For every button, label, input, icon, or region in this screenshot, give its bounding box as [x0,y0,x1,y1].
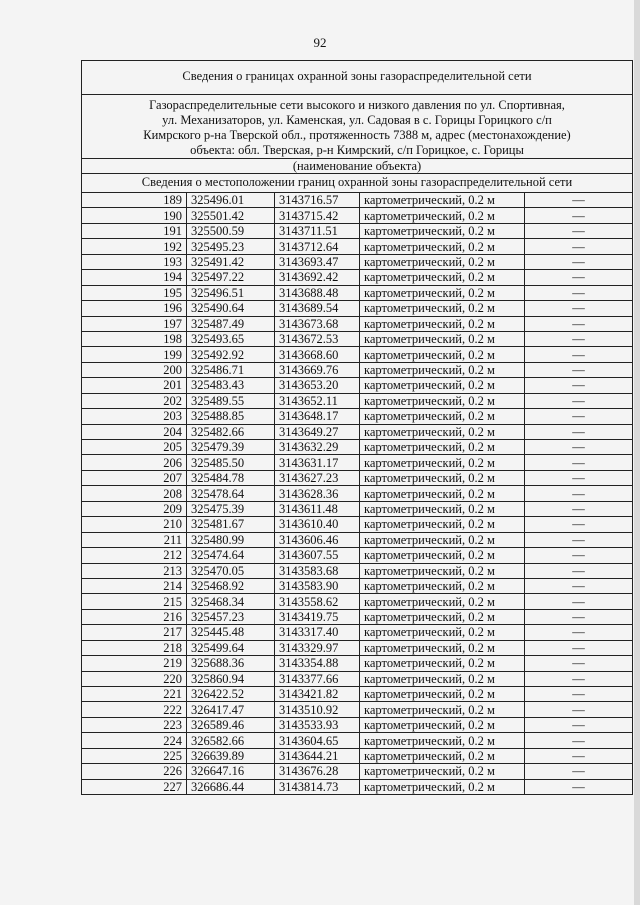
table-row [82,532,633,547]
method-cell: картометрический, 0.2 м [360,733,525,748]
note-cell: — [525,548,633,563]
point-number-cell: 214 [82,578,187,593]
table-row [82,578,633,593]
table-row [82,687,633,702]
method-cell: картометрический, 0.2 м [360,764,525,779]
y-coordinate-cell: 3143611.48 [275,501,360,516]
point-number-cell: 205 [82,440,187,455]
table-row [82,393,633,408]
y-coordinate-cell: 3143419.75 [275,609,360,624]
y-coordinate-cell: 3143628.36 [275,486,360,501]
point-number-cell: 209 [82,501,187,516]
method-cell: картометрический, 0.2 м [360,687,525,702]
note-cell: — [525,625,633,640]
note-cell: — [525,301,633,316]
table-row [82,239,633,254]
y-coordinate-cell: 3143377.66 [275,671,360,686]
table-row [82,733,633,748]
x-coordinate-cell: 325501.42 [187,208,275,223]
table-row [82,254,633,269]
point-number-cell: 212 [82,548,187,563]
point-number-cell: 199 [82,347,187,362]
note-cell: — [525,239,633,254]
point-number-cell: 223 [82,717,187,732]
method-cell: картометрический, 0.2 м [360,486,525,501]
x-coordinate-cell: 325485.50 [187,455,275,470]
x-coordinate-cell: 325495.23 [187,239,275,254]
x-coordinate-cell: 325475.39 [187,501,275,516]
y-coordinate-cell: 3143693.47 [275,254,360,269]
point-number-cell: 201 [82,378,187,393]
y-coordinate-cell: 3143715.42 [275,208,360,223]
point-number-cell: 197 [82,316,187,331]
y-coordinate-cell: 3143607.55 [275,548,360,563]
note-cell: — [525,223,633,238]
point-number-cell: 210 [82,517,187,532]
method-cell: картометрический, 0.2 м [360,779,525,794]
table-row [82,331,633,346]
x-coordinate-cell: 325479.39 [187,440,275,455]
x-coordinate-cell: 325468.92 [187,578,275,593]
y-coordinate-cell: 3143652.11 [275,393,360,408]
method-cell: картометрический, 0.2 м [360,671,525,686]
table-row [82,764,633,779]
y-coordinate-cell: 3143668.60 [275,347,360,362]
x-coordinate-cell: 325457.23 [187,609,275,624]
method-cell: картометрический, 0.2 м [360,301,525,316]
method-cell: картометрический, 0.2 м [360,254,525,269]
point-number-cell: 225 [82,748,187,763]
y-coordinate-cell: 3143604.65 [275,733,360,748]
header-box [81,60,633,195]
method-cell: картометрический, 0.2 м [360,378,525,393]
y-coordinate-cell: 3143673.68 [275,316,360,331]
point-number-cell: 222 [82,702,187,717]
method-cell: картометрический, 0.2 м [360,609,525,624]
point-number-cell: 207 [82,470,187,485]
table-row [82,486,633,501]
x-coordinate-cell: 325484.78 [187,470,275,485]
point-number-cell: 211 [82,532,187,547]
method-cell: картометрический, 0.2 м [360,594,525,609]
table-row [82,362,633,377]
x-coordinate-cell: 325488.85 [187,409,275,424]
x-coordinate-cell: 326417.47 [187,702,275,717]
method-cell: картометрический, 0.2 м [360,625,525,640]
x-coordinate-cell: 326589.46 [187,717,275,732]
y-coordinate-cell: 3143711.51 [275,223,360,238]
y-coordinate-cell: 3143329.97 [275,640,360,655]
table-row [82,748,633,763]
object-line: объекта: обл. Тверская, р-н Кимрский, с/п Горицкое, с. Горицы [190,143,524,157]
point-number-cell: 191 [82,223,187,238]
method-cell: картометрический, 0.2 м [360,270,525,285]
table-row [82,270,633,285]
point-number-cell: 194 [82,270,187,285]
x-coordinate-cell: 326582.66 [187,733,275,748]
y-coordinate-cell: 3143558.62 [275,594,360,609]
note-cell: — [525,378,633,393]
note-cell: — [525,501,633,516]
method-cell: картометрический, 0.2 м [360,193,525,208]
table-row [82,779,633,794]
point-number-cell: 217 [82,625,187,640]
y-coordinate-cell: 3143672.53 [275,331,360,346]
table-row [82,455,633,470]
y-coordinate-cell: 3143583.90 [275,578,360,593]
point-number-cell: 221 [82,687,187,702]
method-cell: картометрический, 0.2 м [360,362,525,377]
x-coordinate-cell: 326647.16 [187,764,275,779]
table-row [82,316,633,331]
x-coordinate-cell: 325478.64 [187,486,275,501]
method-cell: картометрический, 0.2 м [360,470,525,485]
method-cell: картометрический, 0.2 м [360,532,525,547]
point-number-cell: 224 [82,733,187,748]
y-coordinate-cell: 3143689.54 [275,301,360,316]
table-row [82,609,633,624]
note-cell: — [525,578,633,593]
table-row [82,625,633,640]
point-number-cell: 204 [82,424,187,439]
object-description [82,95,632,158]
object-line: Газораспределительные сети высокого и низкого давления по ул. Спортивная, [149,98,565,112]
note-cell: — [525,779,633,794]
y-coordinate-cell: 3143631.17 [275,455,360,470]
y-coordinate-cell: 3143814.73 [275,779,360,794]
point-number-cell: 198 [82,331,187,346]
point-number-cell: 202 [82,393,187,408]
note-cell: — [525,285,633,300]
x-coordinate-cell: 325482.66 [187,424,275,439]
table-row [82,563,633,578]
x-coordinate-cell: 326686.44 [187,779,275,794]
method-cell: картометрический, 0.2 м [360,208,525,223]
point-number-cell: 196 [82,301,187,316]
note-cell: — [525,702,633,717]
y-coordinate-cell: 3143317.40 [275,625,360,640]
y-coordinate-cell: 3143421.82 [275,687,360,702]
point-number-cell: 203 [82,409,187,424]
object-line: Кимрского р-на Тверской обл., протяженность 7388 м, адрес (местонахождение) [143,128,571,142]
y-coordinate-cell: 3143583.68 [275,563,360,578]
note-cell: — [525,393,633,408]
y-coordinate-cell: 3143676.28 [275,764,360,779]
note-cell: — [525,532,633,547]
x-coordinate-cell: 325490.64 [187,301,275,316]
x-coordinate-cell: 325497.22 [187,270,275,285]
method-cell: картометрический, 0.2 м [360,517,525,532]
method-cell: картометрический, 0.2 м [360,424,525,439]
object-line: ул. Механизаторов, ул. Каменская, ул. Садовая в с. Горицы Горицкого с/п [162,113,552,127]
method-cell: картометрический, 0.2 м [360,702,525,717]
y-coordinate-cell: 3143712.64 [275,239,360,254]
method-cell: картометрический, 0.2 м [360,548,525,563]
note-cell: — [525,687,633,702]
x-coordinate-cell: 325496.51 [187,285,275,300]
section-title: Сведения о местоположении границ охранной зоны газораспределительной сети [82,173,632,195]
table-row [82,378,633,393]
point-number-cell: 226 [82,764,187,779]
method-cell: картометрический, 0.2 м [360,409,525,424]
method-cell: картометрический, 0.2 м [360,563,525,578]
note-cell: — [525,517,633,532]
table-row [82,193,633,208]
y-coordinate-cell: 3143632.29 [275,440,360,455]
table-row [82,671,633,686]
y-coordinate-cell: 3143649.27 [275,424,360,439]
y-coordinate-cell: 3143692.42 [275,270,360,285]
note-cell: — [525,331,633,346]
x-coordinate-cell: 325491.42 [187,254,275,269]
point-number-cell: 208 [82,486,187,501]
note-cell: — [525,594,633,609]
coordinates-table [81,192,633,795]
x-coordinate-cell: 325489.55 [187,393,275,408]
point-number-cell: 227 [82,779,187,794]
table-row [82,409,633,424]
y-coordinate-cell: 3143627.23 [275,470,360,485]
x-coordinate-cell: 325481.67 [187,517,275,532]
note-cell: — [525,254,633,269]
point-number-cell: 218 [82,640,187,655]
x-coordinate-cell: 325500.59 [187,223,275,238]
table-row [82,285,633,300]
table-row [82,517,633,532]
note-cell: — [525,440,633,455]
x-coordinate-cell: 326639.89 [187,748,275,763]
note-cell: — [525,671,633,686]
point-number-cell: 192 [82,239,187,254]
note-cell: — [525,409,633,424]
note-cell: — [525,316,633,331]
y-coordinate-cell: 3143606.46 [275,532,360,547]
note-cell: — [525,656,633,671]
x-coordinate-cell: 325499.64 [187,640,275,655]
note-cell: — [525,563,633,578]
x-coordinate-cell: 325860.94 [187,671,275,686]
y-coordinate-cell: 3143648.17 [275,409,360,424]
page-number: 92 [313,35,327,50]
point-number-cell: 220 [82,671,187,686]
method-cell: картометрический, 0.2 м [360,717,525,732]
x-coordinate-cell: 325480.99 [187,532,275,547]
x-coordinate-cell: 325445.48 [187,625,275,640]
point-number-cell: 189 [82,193,187,208]
table-row [82,656,633,671]
method-cell: картометрический, 0.2 м [360,440,525,455]
note-cell: — [525,362,633,377]
note-cell: — [525,347,633,362]
table-row [82,501,633,516]
y-coordinate-cell: 3143610.40 [275,517,360,532]
x-coordinate-cell: 325474.64 [187,548,275,563]
method-cell: картометрический, 0.2 м [360,223,525,238]
x-coordinate-cell: 325688.36 [187,656,275,671]
x-coordinate-cell: 325493.65 [187,331,275,346]
method-cell: картометрический, 0.2 м [360,748,525,763]
x-coordinate-cell: 325496.01 [187,193,275,208]
y-coordinate-cell: 3143653.20 [275,378,360,393]
point-number-cell: 219 [82,656,187,671]
table-row [82,548,633,563]
y-coordinate-cell: 3143688.48 [275,285,360,300]
note-cell: — [525,640,633,655]
y-coordinate-cell: 3143644.21 [275,748,360,763]
table-row [82,223,633,238]
page-edge [634,0,640,905]
method-cell: картометрический, 0.2 м [360,393,525,408]
note-cell: — [525,193,633,208]
x-coordinate-cell: 325483.43 [187,378,275,393]
x-coordinate-cell: 325470.05 [187,563,275,578]
point-number-cell: 200 [82,362,187,377]
note-cell: — [525,748,633,763]
table-row [82,440,633,455]
table-row [82,208,633,223]
y-coordinate-cell: 3143510.92 [275,702,360,717]
table-row [82,702,633,717]
point-number-cell: 195 [82,285,187,300]
point-number-cell: 215 [82,594,187,609]
table-row [82,594,633,609]
note-cell: — [525,270,633,285]
object-caption: (наименование объекта) [82,158,632,173]
method-cell: картометрический, 0.2 м [360,640,525,655]
y-coordinate-cell: 3143669.76 [275,362,360,377]
x-coordinate-cell: 325487.49 [187,316,275,331]
coordinates-table-body [82,193,633,795]
note-cell: — [525,455,633,470]
point-number-cell: 193 [82,254,187,269]
x-coordinate-cell: 326422.52 [187,687,275,702]
method-cell: картометрический, 0.2 м [360,347,525,362]
method-cell: картометрический, 0.2 м [360,285,525,300]
table-row [82,640,633,655]
table-row [82,347,633,362]
note-cell: — [525,733,633,748]
method-cell: картометрический, 0.2 м [360,316,525,331]
note-cell: — [525,470,633,485]
note-cell: — [525,208,633,223]
point-number-cell: 213 [82,563,187,578]
method-cell: картометрический, 0.2 м [360,656,525,671]
y-coordinate-cell: 3143354.88 [275,656,360,671]
note-cell: — [525,717,633,732]
point-number-cell: 206 [82,455,187,470]
y-coordinate-cell: 3143716.57 [275,193,360,208]
table-row [82,470,633,485]
point-number-cell: 190 [82,208,187,223]
x-coordinate-cell: 325492.92 [187,347,275,362]
note-cell: — [525,609,633,624]
y-coordinate-cell: 3143533.93 [275,717,360,732]
note-cell: — [525,486,633,501]
table-row [82,301,633,316]
method-cell: картометрический, 0.2 м [360,578,525,593]
method-cell: картометрический, 0.2 м [360,501,525,516]
x-coordinate-cell: 325486.71 [187,362,275,377]
note-cell: — [525,764,633,779]
x-coordinate-cell: 325468.34 [187,594,275,609]
table-row [82,717,633,732]
method-cell: картометрический, 0.2 м [360,331,525,346]
table-row [82,424,633,439]
method-cell: картометрический, 0.2 м [360,455,525,470]
header-title: Сведения о границах охранной зоны газораспределительной сети [82,61,632,95]
point-number-cell: 216 [82,609,187,624]
method-cell: картометрический, 0.2 м [360,239,525,254]
note-cell: — [525,424,633,439]
